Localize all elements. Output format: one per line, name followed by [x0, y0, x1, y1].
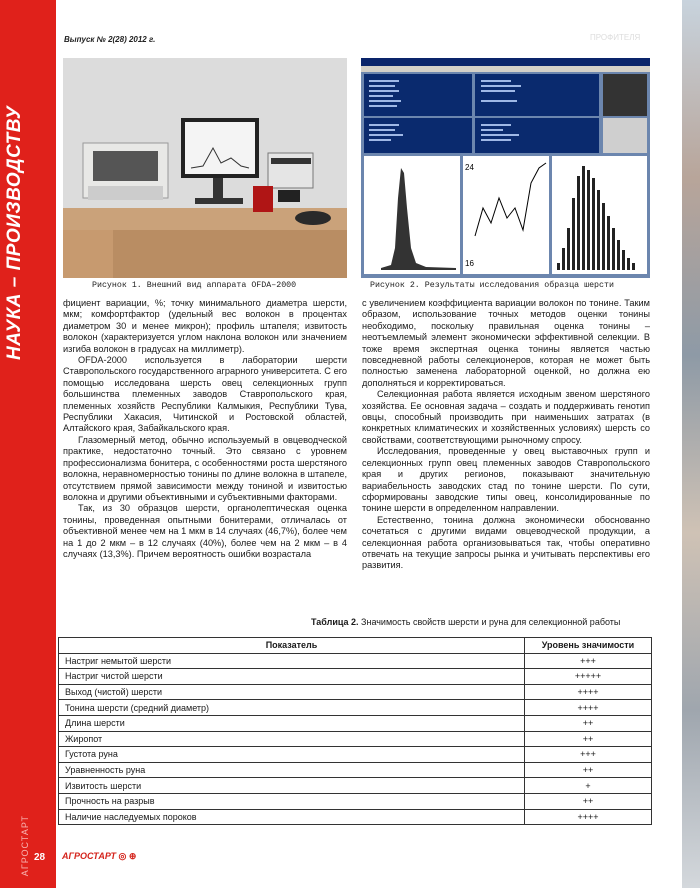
table-title-text: Значимость свойств шерсти и руна для селекционной работы [358, 617, 621, 627]
svg-text:24: 24 [465, 163, 474, 172]
right-text-column [362, 298, 650, 572]
table-row [59, 653, 652, 669]
device-photo [63, 58, 347, 278]
figure2-caption: Рисунок 2. Результаты исследования образца шерсти [370, 281, 614, 290]
table-row [59, 747, 652, 763]
table-header-row [59, 638, 652, 654]
table-row [59, 700, 652, 716]
significance-cell: ++++ [525, 684, 652, 700]
table-row [59, 731, 652, 747]
left-text-column [63, 298, 347, 560]
figure1-caption: Рисунок 1. Внешний вид аппарата OFDA–2000 [92, 281, 297, 290]
table-title [311, 617, 620, 627]
significance-cell: ++ [525, 731, 652, 747]
table-label: Таблица 2. [311, 617, 359, 627]
paragraph: Так, из 30 образцов шерсти, органолептическая оценка тонины, проведенная опытными бонитерами, отличалась от объективной менее чем на 1 мкм в 14 случаях (46,7%), более чем на 1 до 2 мкм – в 12 случаях (40%), более чем на 2 мкм – в 4 случаях (13,3%). Причем вероятность ошибки возрастала [63, 503, 347, 559]
table-row [59, 669, 652, 685]
indicator-cell: Жиропот [59, 731, 525, 747]
paragraph: OFDA-2000 используется в лаборатории шерсти Ставропольского государственного аграрного университета. С его помощью исследована шерсть овец селекционных групп большинства племенных заводов Ставропольского края, племенных хозяйств Республики Калмыкия, Республики Тува, Республики Хакасия, Читинской и Ростовской областей, Алтайского края, Забайкальского края. [63, 355, 347, 434]
footer-logo: АГРОСТАРТ ◎ ⊕ [62, 851, 137, 861]
indicator-cell: Тонина шерсти (средний диаметр) [59, 700, 525, 716]
column-header: Уровень значимости [525, 638, 652, 654]
paragraph: с увеличением коэффициента вариации волокон по тонине. Таким образом, использование точных методов оценки тонины необходимо, поскольку правильная оценка тонины – неотъемлемый элемент экономически эффективной селекции. В тоже время экспертная оценка тонины является частью повседневной работы селекционеров, которая не может быть полностью заменена лабораторной оценкой, но должна ею дополняться и корректироваться. [362, 298, 650, 388]
column-header: Показатель [59, 638, 525, 654]
indicator-cell: Настриг немытой шерсти [59, 653, 525, 669]
svg-text:16: 16 [465, 259, 474, 268]
paragraph: Селекционная работа является исходным звеном шерстяного хозяйства. Ее основная задача – создать и поддерживать генотип овцы, способный производить при наименьших затратах (в конкретных климатических и хозяйственных условиях) шерсть со свойствами, соответствующими рыночному спросу. [362, 389, 650, 445]
table-row [59, 809, 652, 825]
indicator-cell: Настриг чистой шерсти [59, 669, 525, 685]
significance-cell: ++++ [525, 700, 652, 716]
section-title-vertical: НАУКА – ПРОИЗВОДСТВУ [4, 105, 25, 360]
significance-table [58, 637, 652, 825]
significance-cell: +++++ [525, 669, 652, 685]
indicator-cell: Густота руна [59, 747, 525, 763]
indicator-cell: Длина шерсти [59, 715, 525, 731]
indicator-cell: Извитость шерсти [59, 778, 525, 794]
table-row [59, 684, 652, 700]
indicator-cell: Уравненность руна [59, 762, 525, 778]
paragraph: фициент вариации, %; точку минимального диаметра шерсти, мкм; комфортфактор (удельный вес волокон в процентах диаметром 30 и менее микрон); профиль штапеля; извитость волокон (характеризуется углом наклона волокон или значением изгиба волокон в градусах на миллиметр). [63, 298, 347, 354]
indicator-cell: Прочность на разрыв [59, 793, 525, 809]
issue-number: Выпуск № 2(28) 2012 г. [64, 35, 156, 44]
significance-cell: ++++ [525, 809, 652, 825]
indicator-cell: Наличие наследуемых пороков [59, 809, 525, 825]
significance-cell: +++ [525, 653, 652, 669]
significance-cell: ++ [525, 715, 652, 731]
significance-cell: + [525, 778, 652, 794]
adjacent-page-edge [682, 0, 700, 888]
paragraph: Естественно, тонина должна экономически обоснованно сочетаться с другими видами овцеводческой продукции, а селекционная работа организовываться так, чтобы оперативно отвечать на текущие запросы рынка и учитывать перспективы его развития. [362, 514, 650, 571]
side-logo-text: АГРОСТАРТ [20, 815, 30, 877]
page-number: 28 [34, 852, 46, 863]
indicator-cell: Выход (чистой) шерсти [59, 684, 525, 700]
significance-cell: ++ [525, 793, 652, 809]
significance-cell: +++ [525, 747, 652, 763]
table-row [59, 715, 652, 731]
rubric-label: ПРОФИТЕЛЯ [590, 33, 641, 42]
software-screenshot [361, 58, 650, 278]
significance-cell: ++ [525, 762, 652, 778]
paragraph: Глазомерный метод, обычно используемый в овцеводческой практике, недостаточно точный. Это связано с уровнем профессионализма бонитера, с особенностями роста шерстяного волокна, неравномерностью тонины по длине волокна в штапеле, отсутствием прямой зависимости между тониной и извитостью волокна и другими объективными и субъективными факторами. [63, 434, 347, 502]
table-row [59, 762, 652, 778]
table-row [59, 793, 652, 809]
table-row [59, 778, 652, 794]
paragraph: Исследования, проведенные у овец выставочных групп и селекционных групп овец племенных заводов Ставропольского края и других регионов, показывают значительную вариабельность заводских стад по тонине шерсти. По сути, сформированы заводские типы овец, консолидированные по тонине шерсти в определенном направлении. [362, 446, 650, 514]
